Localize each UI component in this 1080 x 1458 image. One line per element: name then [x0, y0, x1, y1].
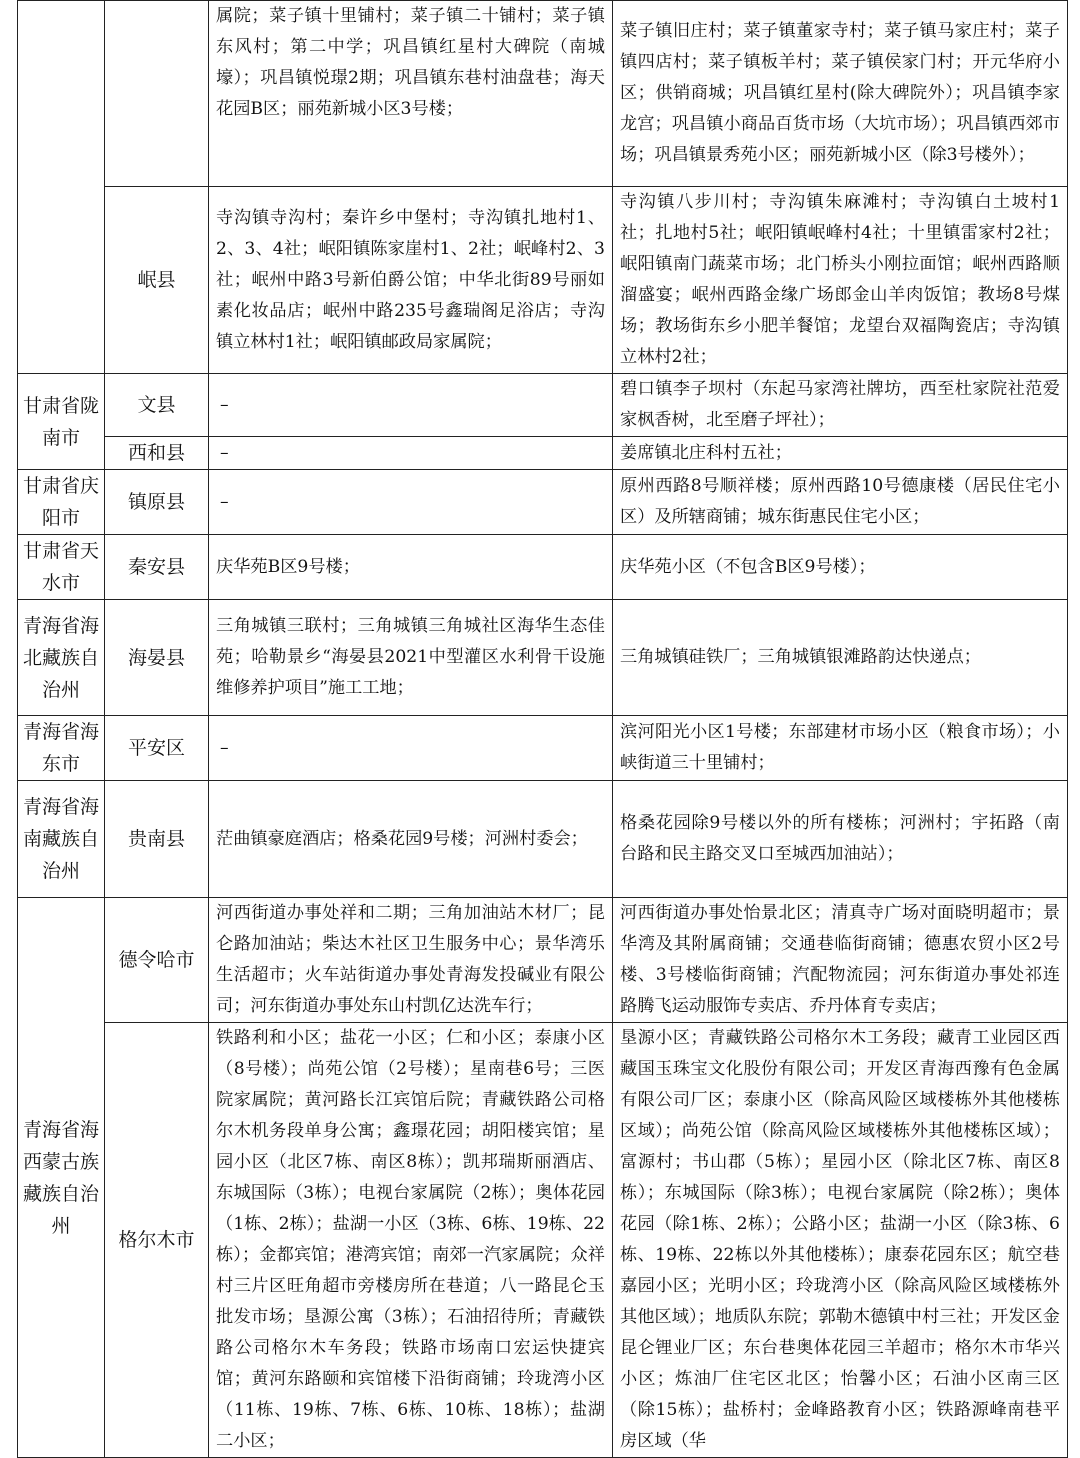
- high-risk-cell: 铁路利和小区；盐花一小区；仁和小区；泰康小区（8号楼）；尚苑公馆（2号楼）；星南巷6号；三医院家属院；黄河路长江宾馆后院；青藏铁路公司格尔木机务段单身公寓；鑫璟花园；胡阳楼宾馆；星园小区（北区7栋、南区8栋）；凯邦瑞斯丽酒店、东城国际（3栋）；电视台家属院（2栋）；奥体花园（1栋、2栋）；盐湖一小区（3栋、6栋、19栋、22栋）；金都宾馆；港湾宾馆；南郊一汽家属院；众祥村三片区旺角超市旁楼房所在巷道；八一路昆仑玉批发市场；垦源公寓（3栋）；石油招待所；青藏铁路公司格尔木车务段；铁路市场南口宏运快捷宾馆；黄河东路颐和宾馆楼下沿街商铺；玲珑湾小区（11栋、19栋、7栋、6栋、10栋、18栋）；盐湖二小区；: [209, 1023, 613, 1458]
- region-cell: 甘肃省陇南市: [18, 374, 105, 470]
- region-cell: 青海省海东市: [18, 716, 105, 781]
- empty-dash: –: [220, 394, 229, 415]
- county-cell: 文县: [105, 374, 209, 437]
- region-cell: 甘肃省庆阳市: [18, 470, 105, 535]
- county-cell: 海晏县: [105, 600, 209, 716]
- table-row: [18, 600, 1068, 716]
- mid-risk-cell: 垦源小区；青藏铁路公司格尔木工务段；藏青工业园区西藏国玉珠宝文化股份有限公司；开发区青海西豫有色金属有限公司厂区；泰康小区（除高风险区域楼栋外其他楼栋区域）；尚苑公馆（除高风险区域楼栋外其他楼栋区域）；富源村；书山郡（5栋）；星园小区（除北区7栋、南区8栋）；东城国际（除3栋）；电视台家属院（除2栋）；奥体花园（除1栋、2栋）；公路小区；盐湖一小区（除3栋、6栋、19栋、22栋以外其他楼栋）；康泰花园东区；航空巷嘉园小区；光明小区；玲珑湾小区（除高风险区域楼栋外其他区域）；地质队东院；郭勒木德镇中村三社；开发区金昆仑锂业厂区；东台巷奥体花园三羊超市；格尔木市华兴小区；炼油厂住宅区北区；怡馨小区；石油小区南三区（除15栋）；盐桥村；金峰路教育小区；铁路源峰南巷平房区域（华: [613, 1023, 1068, 1458]
- empty-dash: –: [220, 442, 229, 463]
- county-cell: [105, 1, 209, 187]
- mid-risk-cell: 庆华苑小区（不包含B区9号楼）；: [613, 535, 1068, 600]
- risk-area-table: [17, 0, 1068, 1458]
- high-risk-cell: [209, 437, 613, 470]
- table-row: [18, 437, 1068, 470]
- table-row: [18, 535, 1068, 600]
- high-risk-cell: 庆华苑B区9号楼；: [209, 535, 613, 600]
- high-risk-cell: 河西街道办事处祥和二期；三角加油站木材厂；昆仑路加油站；柴达木社区卫生服务中心；景华湾乐生活超市；火车站街道办事处青海发投碱业有限公司；河东街道办事处东山村凯亿达洗车行；: [209, 898, 613, 1023]
- high-risk-cell: 茫曲镇豪庭酒店；格桑花园9号楼；河洲村委会；: [209, 781, 613, 898]
- mid-risk-cell: 姜席镇北庄科村五社；: [613, 437, 1068, 470]
- region-cell: 青海省海西蒙古族藏族自治州: [18, 898, 105, 1458]
- county-cell: 西和县: [105, 437, 209, 470]
- county-cell: 贵南县: [105, 781, 209, 898]
- table-row: [18, 898, 1068, 1023]
- table-row: [18, 470, 1068, 535]
- region-cell: 青海省海南藏族自治州: [18, 781, 105, 898]
- table-row: [18, 1023, 1068, 1458]
- mid-risk-cell: 三角城镇硅铁厂；三角城镇银滩路韵达快递点；: [613, 600, 1068, 716]
- mid-risk-cell: 原州西路8号顺祥楼；原州西路10号德康楼（居民住宅小区）及所辖商铺；城东街惠民住宅小区；: [613, 470, 1068, 535]
- high-risk-cell: [209, 374, 613, 437]
- county-cell: 秦安县: [105, 535, 209, 600]
- table-row: [18, 1, 1068, 187]
- empty-dash: –: [220, 737, 229, 758]
- table-row: [18, 716, 1068, 781]
- table-row: [18, 374, 1068, 437]
- county-cell: 格尔木市: [105, 1023, 209, 1458]
- region-cell: [18, 1, 105, 374]
- mid-risk-cell: 滨河阳光小区1号楼；东部建材市场小区（粮食市场）；小峡街道三十里铺村；: [613, 716, 1068, 781]
- high-risk-cell: 寺沟镇寺沟村；秦许乡中堡村；寺沟镇扎地村1、2、3、4社；岷阳镇陈家崖村1、2社；岷峰村2、3社；岷州中路3号新伯爵公馆；中华北街89号丽如素化妆品店；岷州中路235号鑫瑞阁足浴店；寺沟镇立林村1社；岷阳镇邮政局家属院；: [209, 187, 613, 374]
- county-cell: 平安区: [105, 716, 209, 781]
- region-cell: 甘肃省天水市: [18, 535, 105, 600]
- empty-dash: –: [220, 491, 229, 512]
- mid-risk-cell: 河西街道办事处怡景北区；清真寺广场对面晓明超市；景华湾及其附属商铺；交通巷临街商铺；德惠农贸小区2号楼、3号楼临街商铺；汽配物流园；河东街道办事处祁连路腾飞运动服饰专卖店、乔丹体育专卖店；: [613, 898, 1068, 1023]
- mid-risk-cell: 碧口镇李子坝村（东起马家湾社牌坊，西至杜家院社范爱家枫香树，北至磨子坪社）；: [613, 374, 1068, 437]
- county-cell: 德令哈市: [105, 898, 209, 1023]
- high-risk-cell: 三角城镇三联村；三角城镇三角城社区海华生态佳苑；哈勒景乡“海晏县2021中型灌区水利骨干设施维修养护项目”施工工地；: [209, 600, 613, 716]
- county-cell: 岷县: [105, 187, 209, 374]
- high-risk-cell: 属院；菜子镇十里铺村；菜子镇二十铺村；菜子镇东风村；第二中学；巩昌镇红星村大碑院（南城壕）；巩昌镇悦璟2期；巩昌镇东巷村油盘巷；海天花园B区；丽苑新城小区3号楼；: [209, 1, 613, 187]
- table-row: [18, 781, 1068, 898]
- high-risk-cell: [209, 716, 613, 781]
- high-risk-cell: [209, 470, 613, 535]
- region-cell: 青海省海北藏族自治州: [18, 600, 105, 716]
- table-row: [18, 187, 1068, 374]
- mid-risk-cell: 菜子镇旧庄村；菜子镇董家寺村；菜子镇马家庄村；菜子镇四店村；菜子镇板羊村；菜子镇侯家门村；开元华府小区；供销商城；巩昌镇红星村(除大碑院外）；巩昌镇李家龙宫；巩昌镇小商品百货市场（大坑市场）；巩昌镇西郊市场；巩昌镇景秀苑小区；丽苑新城小区（除3号楼外）；: [613, 1, 1068, 187]
- county-cell: 镇原县: [105, 470, 209, 535]
- mid-risk-cell: 寺沟镇八步川村；寺沟镇朱麻滩村；寺沟镇白土坡村1社；扎地村5社；岷阳镇岷峰村4社；十里镇雷家村2社；岷阳镇南门蔬菜市场；北门桥头小刚拉面馆；岷州西路顺溜盛宴；岷州西路金缘广场郎金山羊肉饭馆；教场8号煤场；教场街东乡小肥羊餐馆；龙望台双福陶瓷店；寺沟镇立林村2社；: [613, 187, 1068, 374]
- mid-risk-cell: 格桑花园除9号楼以外的所有楼栋；河洲村；宇拓路（南台路和民主路交叉口至城西加油站）；: [613, 781, 1068, 898]
